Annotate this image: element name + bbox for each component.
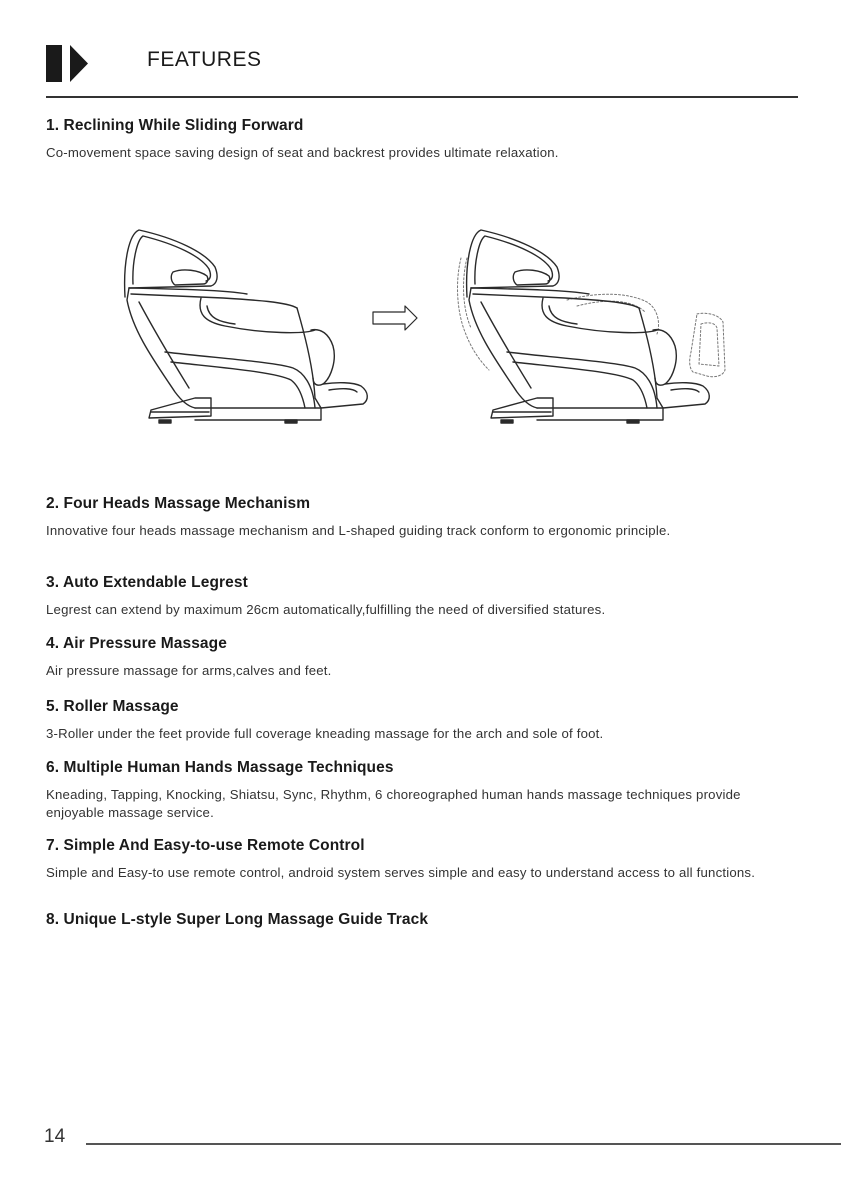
chair-reclined-image <box>458 230 725 423</box>
header-divider <box>46 96 798 98</box>
arrow-right-icon <box>373 306 417 330</box>
section-marker-icon <box>46 45 92 82</box>
feature-description: Air pressure massage for arms,calves and feet. <box>46 663 332 678</box>
footer-divider <box>86 1143 841 1145</box>
feature-item-7 <box>46 836 796 882</box>
feature-description: Innovative four heads massage mechanism and L-shaped guiding track conform to ergonomic principle. <box>46 523 671 538</box>
feature-description: Legrest can extend by maximum 26cm automatically,fulfilling the need of diversified statures. <box>46 602 606 617</box>
feature-title: 3. Auto Extendable Legrest <box>46 574 248 591</box>
feature-description: Kneading, Tapping, Knocking, Shiatsu, Sync, Rhythm, 6 choreographed human hands massage techniques provide enjoyable massage service. <box>46 787 741 820</box>
feature-item-1 <box>46 116 796 162</box>
feature-title: 8. Unique L-style Super Long Massage Guide Track <box>46 911 429 928</box>
feature-item-2 <box>46 494 796 540</box>
page-title: FEATURES <box>147 48 262 71</box>
feature-title: 5. Roller Massage <box>46 698 179 715</box>
page-number: 14 <box>44 1126 66 1147</box>
feature-item-3 <box>46 573 796 619</box>
feature-title: 6. Multiple Human Hands Massage Techniques <box>46 759 394 776</box>
recline-illustration <box>115 222 745 432</box>
feature-title: 2. Four Heads Massage Mechanism <box>46 495 311 512</box>
feature-item-5 <box>46 697 796 743</box>
feature-title: 7. Simple And Easy-to-use Remote Control <box>46 837 365 854</box>
feature-item-8 <box>46 910 796 930</box>
feature-description: Simple and Easy-to use remote control, android system serves simple and easy to understand access to all functions. <box>46 865 756 880</box>
feature-title: 4. Air Pressure Massage <box>46 635 227 652</box>
feature-description: Co-movement space saving design of seat and backrest provides ultimate relaxation. <box>46 145 559 160</box>
chair-upright-image <box>125 230 368 423</box>
feature-item-6 <box>46 758 796 822</box>
feature-title: 1. Reclining While Sliding Forward <box>46 117 304 134</box>
feature-description: 3-Roller under the feet provide full coverage kneading massage for the arch and sole of foot. <box>46 726 604 741</box>
feature-item-4 <box>46 634 796 680</box>
